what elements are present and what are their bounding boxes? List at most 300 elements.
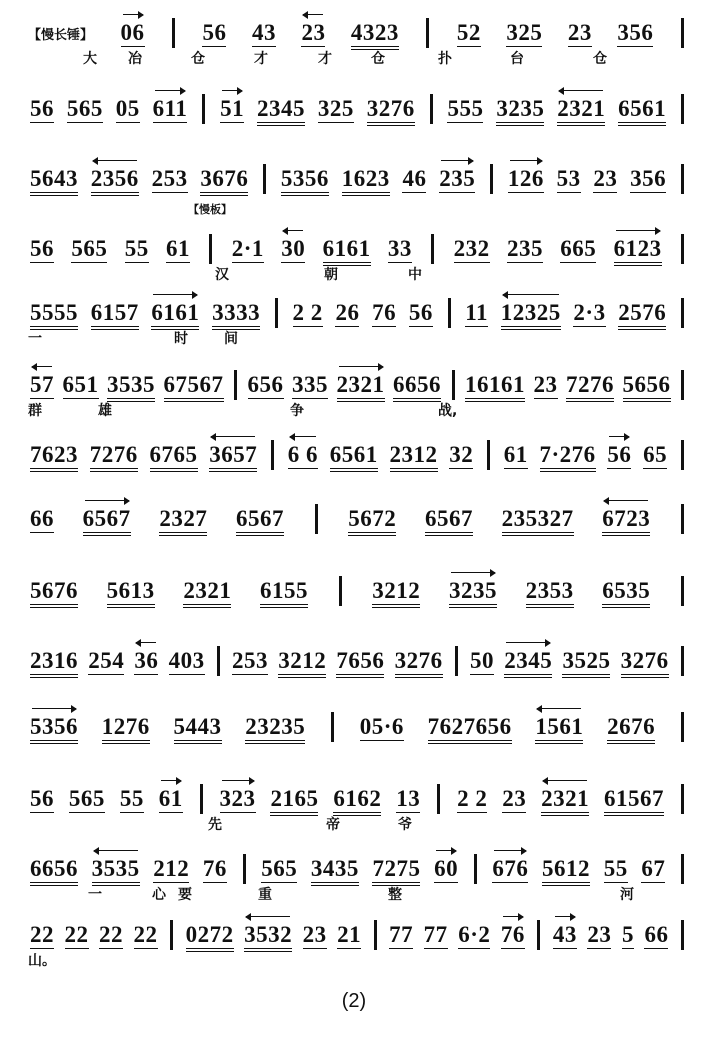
note-group-text: 23: [301, 20, 326, 45]
barline: [430, 94, 433, 124]
barline: [681, 234, 684, 264]
note-group: 61567: [604, 786, 665, 811]
note-group: 5443: [173, 714, 222, 739]
barline: [217, 646, 220, 676]
phrase-arrow: [555, 913, 575, 921]
note-group: 56: [30, 236, 54, 261]
barline: [234, 370, 237, 400]
lyrics-row: [28, 814, 688, 832]
note-group: 7276: [89, 442, 138, 467]
score-line-notes: [28, 578, 688, 604]
note-group: [555, 96, 607, 122]
note-group: 6157: [90, 300, 139, 325]
score-line: [28, 158, 688, 206]
barline: [681, 94, 684, 124]
note-group: 43: [251, 20, 276, 45]
note-group: [207, 442, 259, 468]
note-group: [218, 96, 246, 122]
note-group: 6561: [329, 442, 378, 467]
note-group: 4323: [350, 20, 399, 45]
barline: [455, 646, 458, 676]
note-group: 2676: [607, 714, 656, 739]
note-group: 16161: [465, 372, 525, 397]
phrase-arrow: [506, 639, 550, 647]
note-group: 254: [88, 648, 125, 673]
note-group: 3435: [310, 856, 359, 881]
note-group: 3212: [372, 578, 421, 603]
note-group: 2·1: [231, 236, 264, 261]
barline: [681, 504, 684, 534]
note-group: 3212: [278, 648, 327, 673]
note-group-text: 36: [134, 648, 159, 673]
lyrics-row: [28, 884, 688, 902]
note-group: 76: [372, 300, 397, 325]
barline: [490, 164, 493, 194]
note-group: 13: [396, 786, 421, 811]
note-group: 67567: [163, 372, 224, 397]
note-group: 3276: [394, 648, 443, 673]
note-group: 77: [423, 922, 448, 947]
barline: [487, 440, 490, 470]
note-group: 1276: [101, 714, 150, 739]
barline: [448, 298, 451, 328]
phrase-arrow: [93, 157, 137, 165]
lyric-char: 河: [620, 887, 634, 903]
phrase-arrow: [290, 433, 316, 441]
barline: [681, 784, 684, 814]
note-group: 2327: [159, 506, 208, 531]
lyric-char: 争: [290, 403, 304, 419]
barline: [681, 920, 684, 950]
note-group-text: 1561: [535, 714, 584, 739]
note-group: 2 2: [292, 300, 323, 325]
note-group: 235: [506, 236, 543, 261]
score-line-notes: [28, 166, 688, 192]
barline: [681, 440, 684, 470]
note-group: 5356: [280, 166, 329, 191]
tempo-mark: 【慢长锤】: [28, 26, 94, 42]
note-group-text: 51: [220, 96, 245, 121]
note-group: 565: [261, 856, 298, 881]
phrase-arrow: [32, 705, 76, 713]
note-group: 2345: [256, 96, 305, 121]
barline: [202, 94, 205, 124]
note-group: 77: [389, 922, 414, 947]
note-group: 6561: [618, 96, 667, 121]
note-group: 335: [292, 372, 328, 397]
barline: [271, 440, 274, 470]
note-group: 55: [119, 786, 144, 811]
lyric-char: 心: [152, 887, 166, 903]
note-group: 66: [644, 922, 669, 947]
lyric-char: 整: [388, 887, 402, 903]
score-line: [28, 914, 688, 969]
note-group-text: 60: [434, 856, 459, 881]
note-group: 76: [202, 856, 227, 881]
note-group: 55: [124, 236, 149, 261]
note-group: 5555: [30, 300, 78, 325]
barline: [452, 370, 455, 400]
note-group: [490, 856, 530, 882]
note-group: 2353: [525, 578, 574, 603]
phrase-arrow: [503, 291, 559, 299]
note-group-text: 06: [120, 20, 145, 45]
note-group: [151, 96, 190, 122]
note-group: 232: [453, 236, 490, 261]
note-group-text: 235: [439, 166, 476, 191]
note-group: 7·276: [539, 442, 596, 467]
note-group: 6161: [322, 236, 371, 261]
note-group: 32: [449, 442, 474, 467]
score-line: [28, 88, 688, 136]
note-group: [539, 786, 591, 812]
phrase-arrow: [85, 497, 129, 505]
note-group: [149, 300, 201, 326]
barline: [339, 576, 342, 606]
note-group-text: 6567: [82, 506, 131, 531]
note-group: [218, 786, 258, 812]
note-group-text: 323: [219, 786, 256, 811]
lyric-char: 重: [258, 887, 272, 903]
note-group: 651: [62, 372, 99, 397]
phrase-arrow: [559, 87, 603, 95]
note-group: 253: [232, 648, 269, 673]
note-group-text: 2321: [557, 96, 606, 121]
note-group: 6·2: [458, 922, 491, 947]
lyric-char: 仓: [191, 51, 205, 67]
phrase-arrow: [604, 497, 648, 505]
note-group: 56: [202, 20, 227, 45]
note-group: 665: [560, 236, 597, 261]
note-group: 5612: [542, 856, 591, 881]
note-group: 22: [64, 922, 89, 947]
barline: [681, 576, 684, 606]
note-group: 66: [30, 506, 54, 531]
note-group: [299, 20, 327, 46]
barline: [170, 920, 173, 950]
note-group: 5672: [348, 506, 397, 531]
lyric-char: 仓: [371, 51, 385, 67]
page-number: (2): [341, 990, 367, 1012]
note-group: [28, 372, 56, 398]
note-group: [132, 648, 160, 674]
note-group: 46: [402, 166, 427, 191]
note-group: [81, 506, 133, 532]
note-group: 7656: [336, 648, 385, 673]
score-line: [28, 364, 688, 419]
score-line-notes: [28, 442, 688, 468]
barline: [172, 18, 175, 48]
barline: [243, 854, 246, 884]
note-group-text: 57: [30, 372, 54, 397]
barline: [263, 164, 266, 194]
note-group: 26: [335, 300, 360, 325]
note-group: 3276: [366, 96, 415, 121]
barline: [209, 234, 212, 264]
note-group: 5676: [30, 578, 78, 603]
phrase-arrow: [451, 569, 495, 577]
score-line-notes: [28, 96, 688, 122]
lyrics-row: [28, 48, 688, 66]
phrase-arrow: [537, 705, 581, 713]
note-group: 56: [408, 300, 433, 325]
phrase-arrow: [161, 777, 181, 785]
score-line-notes: [28, 300, 688, 326]
barline: [681, 164, 684, 194]
note-group: 23: [502, 786, 527, 811]
phrase-arrow: [222, 87, 242, 95]
lyric-char: 一: [28, 331, 42, 347]
barline: [681, 646, 684, 676]
phrase-arrow: [94, 847, 138, 855]
note-group-text: 12325: [500, 300, 561, 325]
phrase-arrow: [503, 913, 523, 921]
note-group: 5613: [106, 578, 155, 603]
note-group: [335, 372, 387, 398]
note-group: [90, 856, 142, 882]
barline: [537, 920, 540, 950]
note-group: 555: [447, 96, 484, 121]
phrase-arrow: [616, 227, 660, 235]
lyric-char: 帝: [326, 817, 340, 833]
note-group: 2·3: [573, 300, 606, 325]
lyric-char: 才: [318, 51, 332, 67]
lyric-char: 扑: [438, 51, 452, 67]
phrase-arrow: [510, 157, 542, 165]
lyric-char: 先: [208, 817, 222, 833]
barline: [681, 298, 684, 328]
note-group-text: 30: [281, 236, 306, 261]
note-group-text: 5356: [30, 714, 78, 739]
score-line-notes: [28, 236, 688, 262]
note-group-text: 3235: [448, 578, 497, 603]
phrase-arrow: [155, 87, 186, 95]
note-group: 0272: [185, 922, 234, 947]
note-group: 55: [603, 856, 628, 881]
note-group: 3535: [107, 372, 155, 397]
barline: [315, 504, 318, 534]
lyric-char: 朝: [324, 267, 338, 283]
note-group-text: 6123: [613, 236, 662, 261]
lyric-char: 山。: [28, 953, 56, 969]
note-group: 2312: [389, 442, 438, 467]
score-line-notes: [28, 20, 688, 46]
phrase-arrow: [436, 847, 456, 855]
score-line-notes: [28, 856, 688, 882]
note-group: 56: [30, 96, 54, 121]
phrase-arrow: [136, 639, 156, 647]
note-group: 7623: [30, 442, 78, 467]
note-group: [157, 786, 185, 812]
note-group: 22: [133, 922, 158, 947]
note-group-text: 43: [552, 922, 577, 947]
note-group: 23: [593, 166, 618, 191]
phrase-arrow: [211, 433, 255, 441]
note-group: 23: [302, 922, 327, 947]
note-group: 6656: [393, 372, 441, 397]
phrase-arrow: [609, 433, 629, 441]
note-group-text: 2356: [90, 166, 139, 191]
score-line-notes: [28, 506, 688, 532]
note-group: [242, 922, 294, 948]
barline: [681, 18, 684, 48]
note-group: 33: [387, 236, 412, 261]
note-group-text: 2321: [541, 786, 590, 811]
note-group: [119, 20, 147, 46]
note-group: 23235: [245, 714, 306, 739]
lyric-char: 雄: [98, 403, 112, 419]
note-group: [499, 300, 563, 326]
note-group: 1623: [341, 166, 390, 191]
note-group: [506, 166, 546, 192]
note-group: 11: [465, 300, 489, 325]
tempo-mark-manban: 【慢板】: [188, 203, 232, 216]
lyric-char: 要: [178, 887, 192, 903]
note-group: 61: [166, 236, 191, 261]
phrase-arrow: [222, 777, 254, 785]
note-group: 67: [641, 856, 666, 881]
note-group-text: 6 6: [287, 442, 318, 467]
lyric-char: 时: [174, 331, 188, 347]
note-group: 6765: [149, 442, 198, 467]
note-group: 253: [151, 166, 188, 191]
note-group: 6656: [30, 856, 78, 881]
barline: [426, 18, 429, 48]
lyric-char: 台: [510, 51, 524, 67]
note-group: [437, 166, 477, 192]
barline: [681, 712, 684, 742]
note-group: 325: [506, 20, 543, 45]
note-group-text: 61: [158, 786, 183, 811]
note-group-text: 6161: [151, 300, 200, 325]
barline: [431, 234, 434, 264]
note-group: 235327: [501, 506, 574, 531]
note-group: [612, 236, 664, 262]
barline: [437, 784, 440, 814]
note-group: 22: [30, 922, 54, 947]
note-group: 212: [153, 856, 190, 881]
note-group-text: 611: [152, 96, 188, 121]
note-group-text: 2321: [336, 372, 385, 397]
note-group: 23: [567, 20, 592, 45]
note-group: 05·6: [359, 714, 404, 739]
note-group: 23: [587, 922, 612, 947]
barline: [681, 854, 684, 884]
note-group: 56: [30, 786, 54, 811]
note-group: [286, 442, 320, 468]
note-group: 3676: [200, 166, 249, 191]
phrase-arrow: [494, 847, 526, 855]
lyrics-row: [28, 950, 688, 968]
phrase-arrow: [246, 913, 290, 921]
barline: [331, 712, 334, 742]
note-group: 7275: [372, 856, 421, 881]
barline: [374, 920, 377, 950]
lyric-char: 才: [254, 51, 268, 67]
lyric-char: 群: [28, 403, 42, 419]
lyric-char: 中: [408, 267, 422, 283]
note-group-text: 676: [492, 856, 529, 881]
phrase-arrow: [441, 157, 473, 165]
phrase-arrow: [543, 777, 587, 785]
note-group: [432, 856, 460, 882]
note-group: 5: [621, 922, 634, 947]
note-group: [605, 442, 633, 468]
note-group: 52: [456, 20, 481, 45]
note-group-text: 2345: [504, 648, 553, 673]
lyric-char: 大: [83, 51, 97, 67]
note-group: 6535: [602, 578, 651, 603]
lyrics-row: [28, 264, 688, 282]
note-group: 65: [643, 442, 668, 467]
note-group: 565: [71, 236, 108, 261]
note-group: 23: [533, 372, 558, 397]
note-group: 21: [337, 922, 362, 947]
note-group: 403: [168, 648, 205, 673]
lyrics-row: [28, 328, 688, 346]
note-group: [533, 714, 585, 740]
note-group: 2 2: [457, 786, 488, 811]
phrase-arrow: [339, 363, 383, 371]
score-line: [28, 640, 688, 688]
note-group: [551, 922, 579, 948]
note-group: 2316: [30, 648, 78, 673]
note-group: 5656: [622, 372, 671, 397]
score-line: [28, 706, 688, 754]
note-group: 53: [556, 166, 581, 191]
score-line: [28, 12, 688, 67]
note-group: 2321: [183, 578, 232, 603]
note-group: [89, 166, 141, 192]
note-group: 6155: [259, 578, 308, 603]
lyric-char: 一: [88, 887, 102, 903]
score-line-notes: [28, 714, 688, 740]
note-group: 356: [630, 166, 667, 191]
lyric-char: 间: [224, 331, 238, 347]
score-line-notes: [28, 372, 688, 398]
note-group: 356: [617, 20, 654, 45]
score-line: [28, 570, 688, 618]
note-group: 325: [317, 96, 354, 121]
note-group: 3333: [212, 300, 261, 325]
lyric-char: 战,: [438, 403, 458, 419]
score-line: [28, 498, 688, 546]
lyric-char: 汉: [215, 267, 229, 283]
score-line-notes: [28, 648, 688, 674]
note-group-text: 126: [507, 166, 544, 191]
note-group: 2165: [270, 786, 319, 811]
score-line: [28, 848, 688, 903]
note-group: [28, 714, 80, 740]
lyric-char: 仓: [593, 51, 607, 67]
note-group: [447, 578, 499, 604]
note-group: 3525: [562, 648, 611, 673]
note-group-text: 3535: [91, 856, 140, 881]
note-group: 7276: [566, 372, 614, 397]
note-group-text: 6723: [602, 506, 651, 531]
note-group-text: 3532: [244, 922, 293, 947]
phrase-arrow: [123, 11, 143, 19]
barline: [681, 370, 684, 400]
score-line: [28, 434, 688, 482]
note-group: 22: [99, 922, 124, 947]
note-group-text: 3657: [209, 442, 258, 467]
note-group: 5643: [30, 166, 78, 191]
phrase-arrow: [303, 11, 323, 19]
note-group: 50: [470, 648, 495, 673]
lyric-char: 冶: [128, 51, 142, 67]
note-group: [279, 236, 307, 262]
